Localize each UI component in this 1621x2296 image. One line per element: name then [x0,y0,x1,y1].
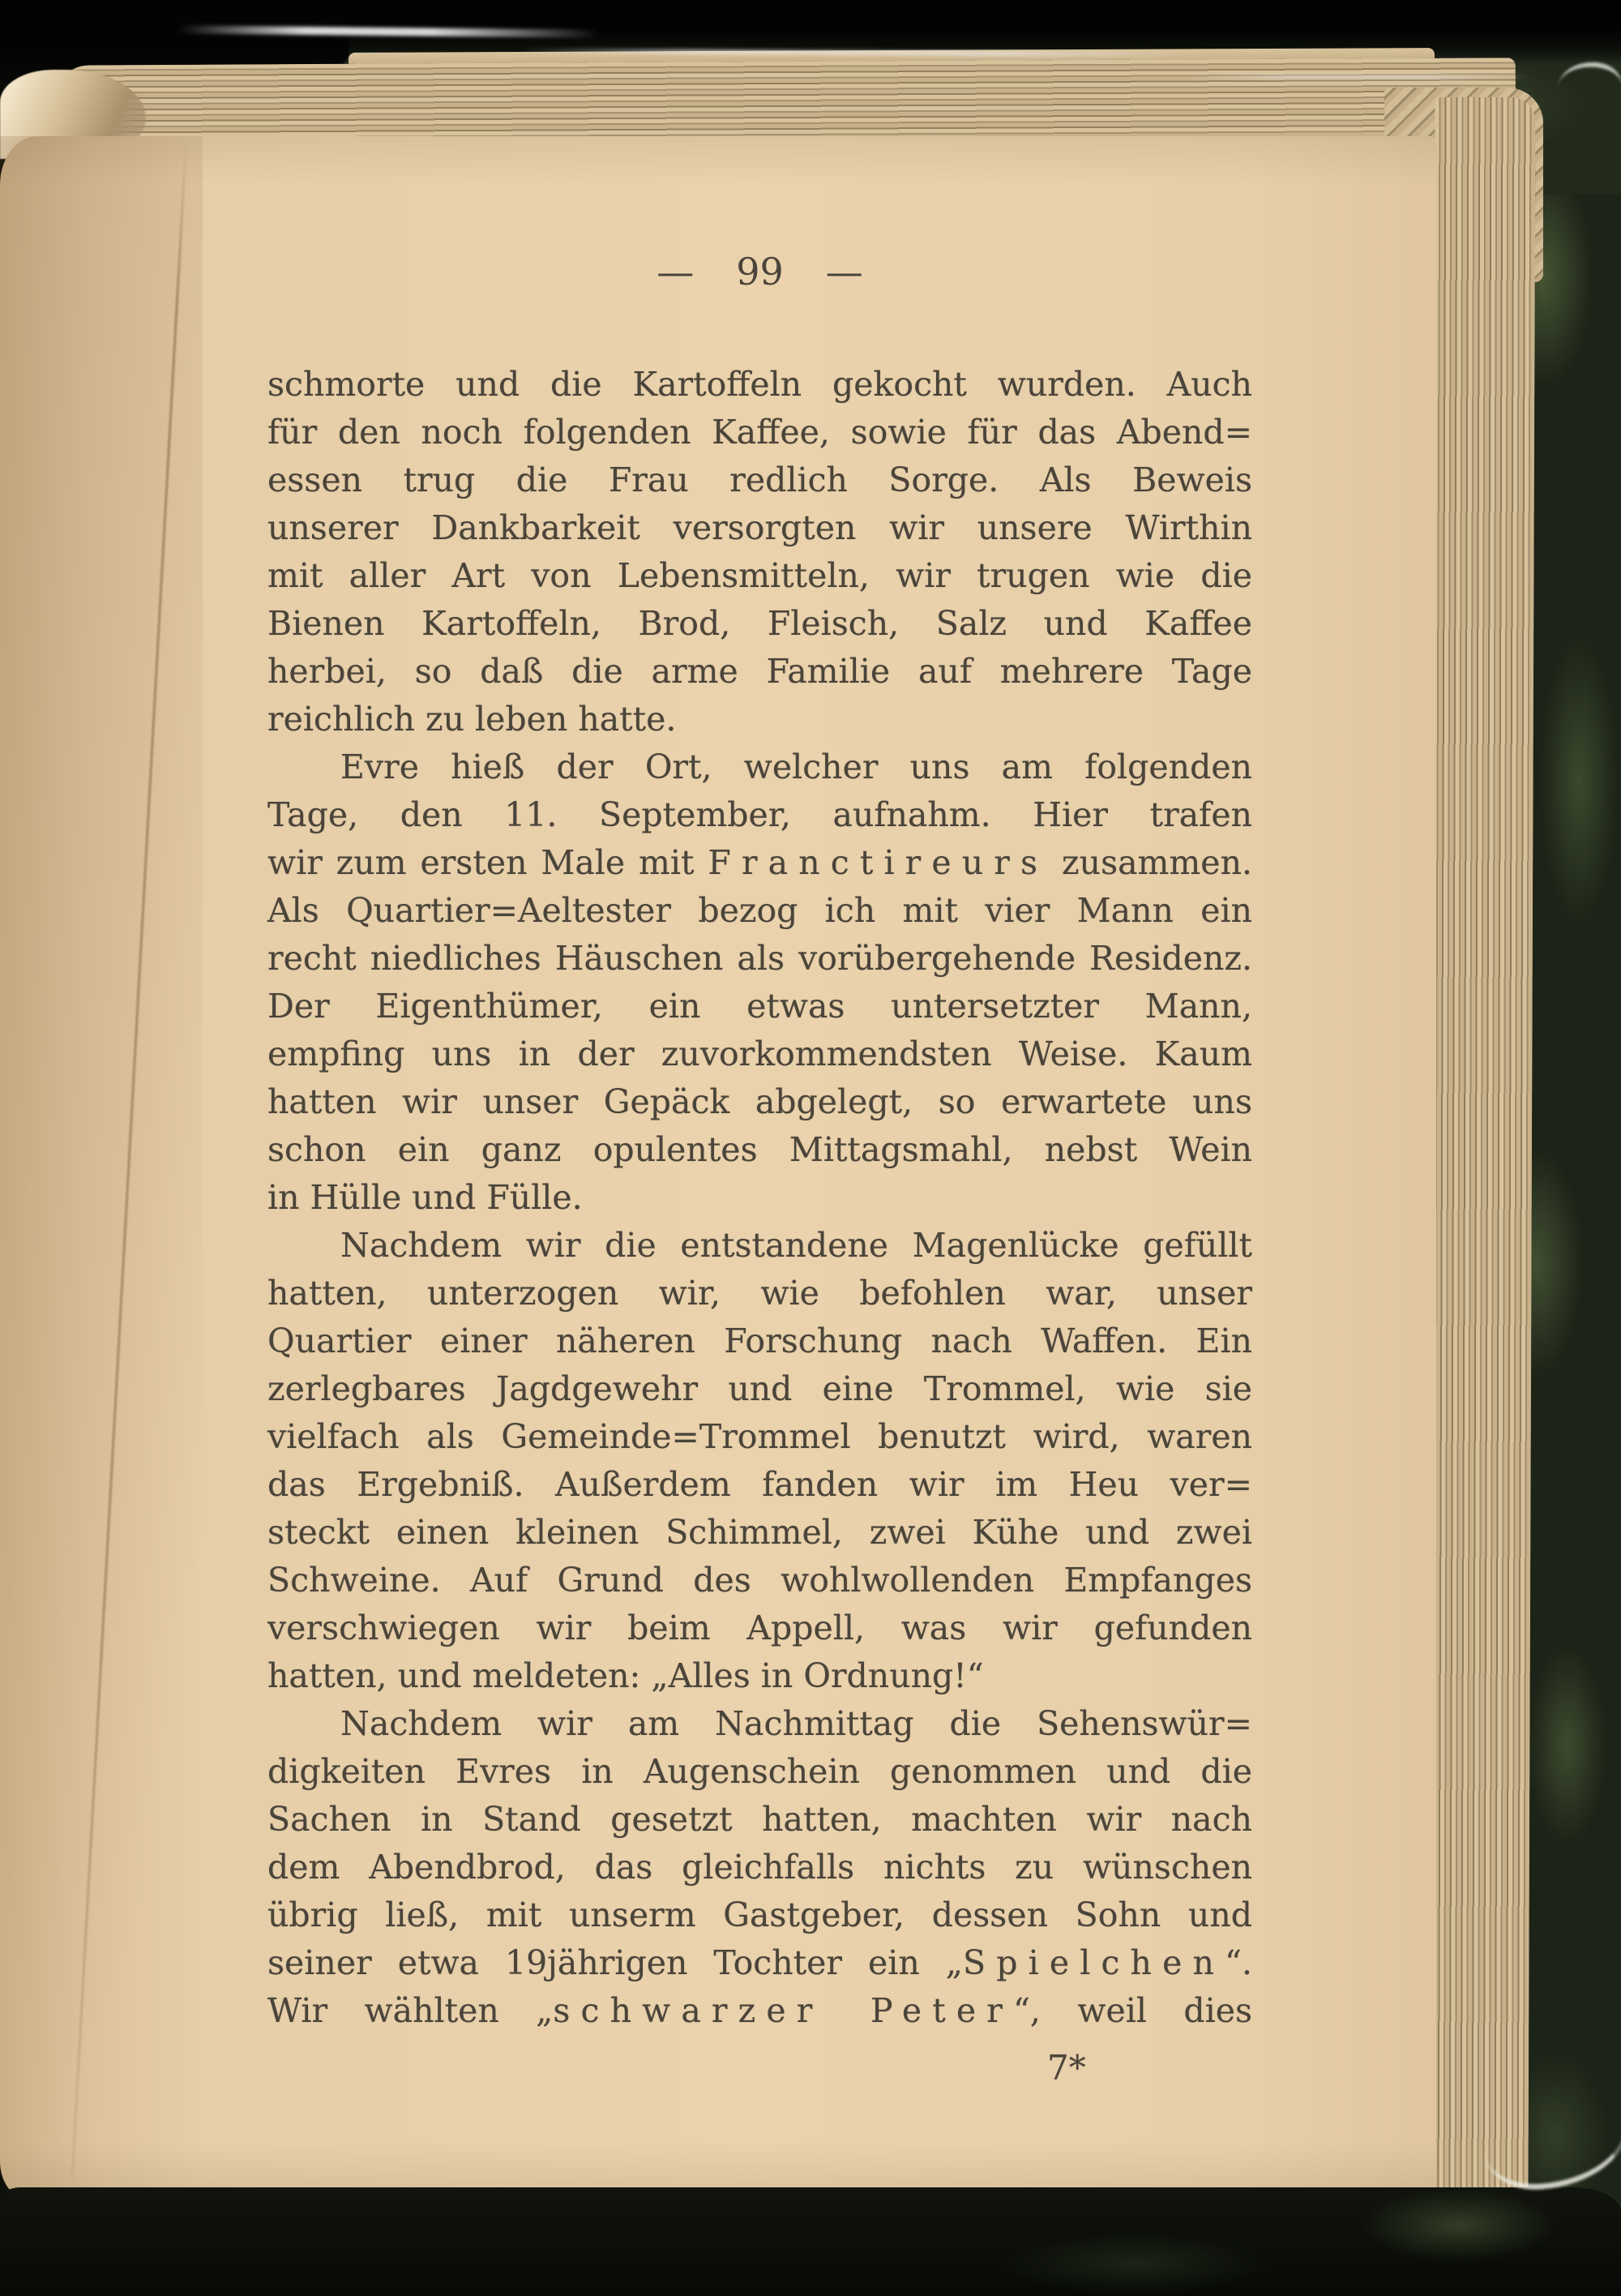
text-line: in Hülle und Fülle. [267,1178,583,1217]
paragraph [267,1222,1252,1700]
header-dash-left: — [657,250,695,293]
text-block [267,361,1252,2035]
text-line: Nachdem wir die entstandene Magenlücke gefüllt [340,1226,1252,1265]
text-line: mit aller Art von Lebensmitteln, wir trugen wie die [267,556,1252,595]
text-line: verschwiegen wir beim Appell, was wir gefunden [267,1608,1252,1647]
text-line: schon ein ganz opulentes Mittagsmahl, nebst Wein [267,1130,1252,1169]
text-line: hatten, und meldeten: „Alles in Ordnung!“ [267,1656,984,1695]
text-line: Sachen in Stand gesetzt hatten, machten wir nach [267,1800,1252,1839]
letterspaced-text: Franctireurs [708,843,1049,882]
text-line: schmorte und die Kartoffeln gekocht wurden. Auch [267,365,1252,404]
letterspaced-text: Spielchen [963,1943,1225,1982]
text-line: wir zum ersten Male mit Franctireurs zusammen. [267,843,1253,882]
book-page [0,136,1436,2199]
text-line: unserer Dankbarkeit versorgten wir unsere Wirthin [267,508,1252,547]
text-line: übrig ließ, mit unserm Gastgeber, dessen Sohn und [267,1895,1252,1934]
paragraph [267,743,1252,1222]
text-line: Nachdem wir am Nachmittag die Sehenswür= [340,1704,1252,1743]
page-number: 99 [736,250,784,293]
text-line: Tage, den 11. September, aufnahm. Hier trafen [267,795,1252,834]
text-line: das Ergebniß. Außerdem fanden wir im Heu ver= [267,1465,1252,1504]
text-line: hatten wir unser Gepäck abgelegt, so erwartete uns [267,1082,1252,1121]
text-line: recht niedliches Häuschen als vorübergehende Residenz. [267,939,1252,978]
page-stack-fore-edge [1427,97,1535,2205]
text-line: empfing uns in der zuvorkommendsten Weise. Kaum [267,1034,1252,1073]
book-cover-bottom-edge [0,2187,1621,2296]
text-line: steckt einen kleinen Schimmel, zwei Kühe und zwei [267,1513,1252,1552]
paragraph [267,361,1252,743]
signature-mark: 7* [1047,2048,1086,2088]
gutter-shadow [0,136,203,2199]
text-line: herbei, so daß die arme Familie auf mehrere Tage [267,652,1252,691]
text-line: Evre hieß der Ort, welcher uns am folgenden [340,747,1252,786]
text-line: Der Eigenthümer, ein etwas untersetzter Mann, [267,987,1252,1026]
text-line: Quartier einer näheren Forschung nach Waffen. Ein [267,1321,1252,1360]
text-line: digkeiten Evres in Augenschein genommen und die [267,1752,1252,1791]
page-header [267,250,1252,293]
text-line: Wir wählten „schwarzer Peter“, weil dies [267,1991,1252,2030]
letterspaced-text: schwarzer Peter [553,1991,1013,2030]
text-line: dem Abendbrod, das gleichfalls nichts zu wünschen [267,1848,1252,1887]
text-line: Bienen Kartoffeln, Brod, Fleisch, Salz und Kaffee [267,604,1252,643]
text-line: vielfach als Gemeinde=Trommel benutzt wird, waren [267,1417,1252,1456]
text-line: zerlegbares Jagdgewehr und eine Trommel, wie sie [267,1369,1252,1408]
text-line: seiner etwa 19jährigen Tochter ein „Spielchen“. [267,1943,1252,1982]
text-line: hatten, unterzogen wir, wie befohlen war, unser [267,1274,1252,1313]
text-line: reichlich zu leben hatte. [267,700,677,739]
text-line: für den noch folgenden Kaffee, sowie für das Abend= [267,413,1252,452]
paragraph [267,1700,1252,2035]
text-line: Schweine. Auf Grund des wohlwollenden Empfanges [267,1561,1252,1600]
text-line: Als Quartier=Aeltester bezog ich mit vier Mann ein [267,891,1252,930]
page-stack-top-edges [49,58,1516,146]
text-line: essen trug die Frau redlich Sorge. Als Beweis [267,460,1252,499]
cover-gloss-highlight [1183,75,1532,79]
header-dash-right: — [825,250,863,293]
